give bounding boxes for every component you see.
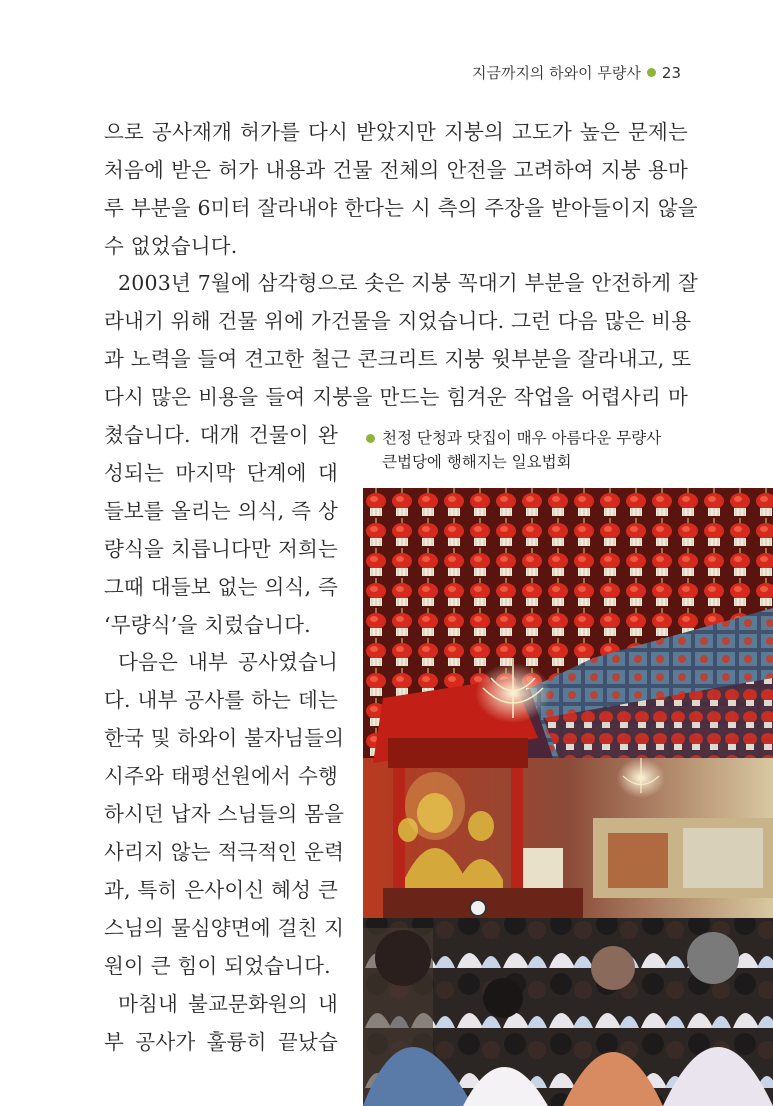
text-line: 원이 큰 힘이 되었습니다. xyxy=(104,954,331,978)
caption-line: 천정 단청과 닷집이 매우 아름다운 무량사 xyxy=(382,429,662,447)
caption-line: 큰법당에 행해지는 일요법회 xyxy=(382,453,572,471)
temple-photo-illustration xyxy=(363,488,773,1106)
text-line: ‘무량식’을 치렀습니다. xyxy=(104,613,311,637)
running-header xyxy=(472,62,681,83)
text-line: 수 없었습니다. xyxy=(104,234,238,258)
text-line: 다. 내부 공사를 하는 데는 xyxy=(104,688,338,712)
text-line: 다음은 내부 공사였습니 xyxy=(118,650,338,674)
text-line: 과 노력을 들여 견고한 철근 콘크리트 지붕 윗부분을 잘라내고, 또 xyxy=(104,347,692,371)
text-line: 들보를 올리는 의식, 즉 상 xyxy=(104,499,338,523)
text-line: 으로 공사재개 허가를 다시 받았지만 지붕의 고도가 높은 문제는 xyxy=(104,120,688,144)
header-title: 지금까지의 하와이 무량사 xyxy=(471,64,641,82)
text-line: 라내기 위해 건물 위에 가건물을 지었습니다. 그런 다음 많은 비용 xyxy=(104,309,692,333)
temple-interior-photo xyxy=(363,488,773,1106)
page-number: 23 xyxy=(661,63,681,82)
text-line: 부 공사가 훌륭히 끝났습 xyxy=(104,1030,338,1054)
text-line: 2003년 7월에 삼각형으로 솟은 지붕 꼭대기 부분을 안전하게 잘 xyxy=(118,271,699,295)
photo-caption xyxy=(366,426,696,474)
text-line: 하시던 납자 스님들의 몸을 xyxy=(104,802,345,826)
text-line: 쳤습니다. 대개 건물이 완 xyxy=(104,423,338,447)
text-line: 과, 특히 은사이신 혜성 큰 xyxy=(104,878,338,902)
text-line: 다시 많은 비용을 들여 지붕을 만드는 힘겨운 작업을 어렵사리 마 xyxy=(104,385,688,409)
text-line: 사리지 않는 적극적인 운력 xyxy=(104,840,345,864)
text-line: 스님의 물심양면에 걸친 지 xyxy=(104,916,345,940)
text-line: 루 부분을 6미터 잘라내야 한다는 시 측의 주장을 받아들이지 않을 xyxy=(104,196,698,220)
text-line: 처음에 받은 허가 내용과 건물 전체의 안전을 고려하여 지붕 용마 xyxy=(104,158,688,182)
text-line: 한국 및 하와이 불자님들의 xyxy=(104,726,345,750)
text-line: 그때 대들보 없는 의식, 즉 xyxy=(104,575,338,599)
text-line: 시주와 태평선원에서 수행 xyxy=(104,764,338,788)
text-line: 마침내 불교문화원의 내 xyxy=(118,992,338,1016)
text-line: 성되는 마지막 단계에 대 xyxy=(104,461,338,485)
text-line: 량식을 치릅니다만 저희는 xyxy=(104,537,338,561)
bullet-icon xyxy=(647,68,656,77)
bullet-icon xyxy=(366,434,375,443)
